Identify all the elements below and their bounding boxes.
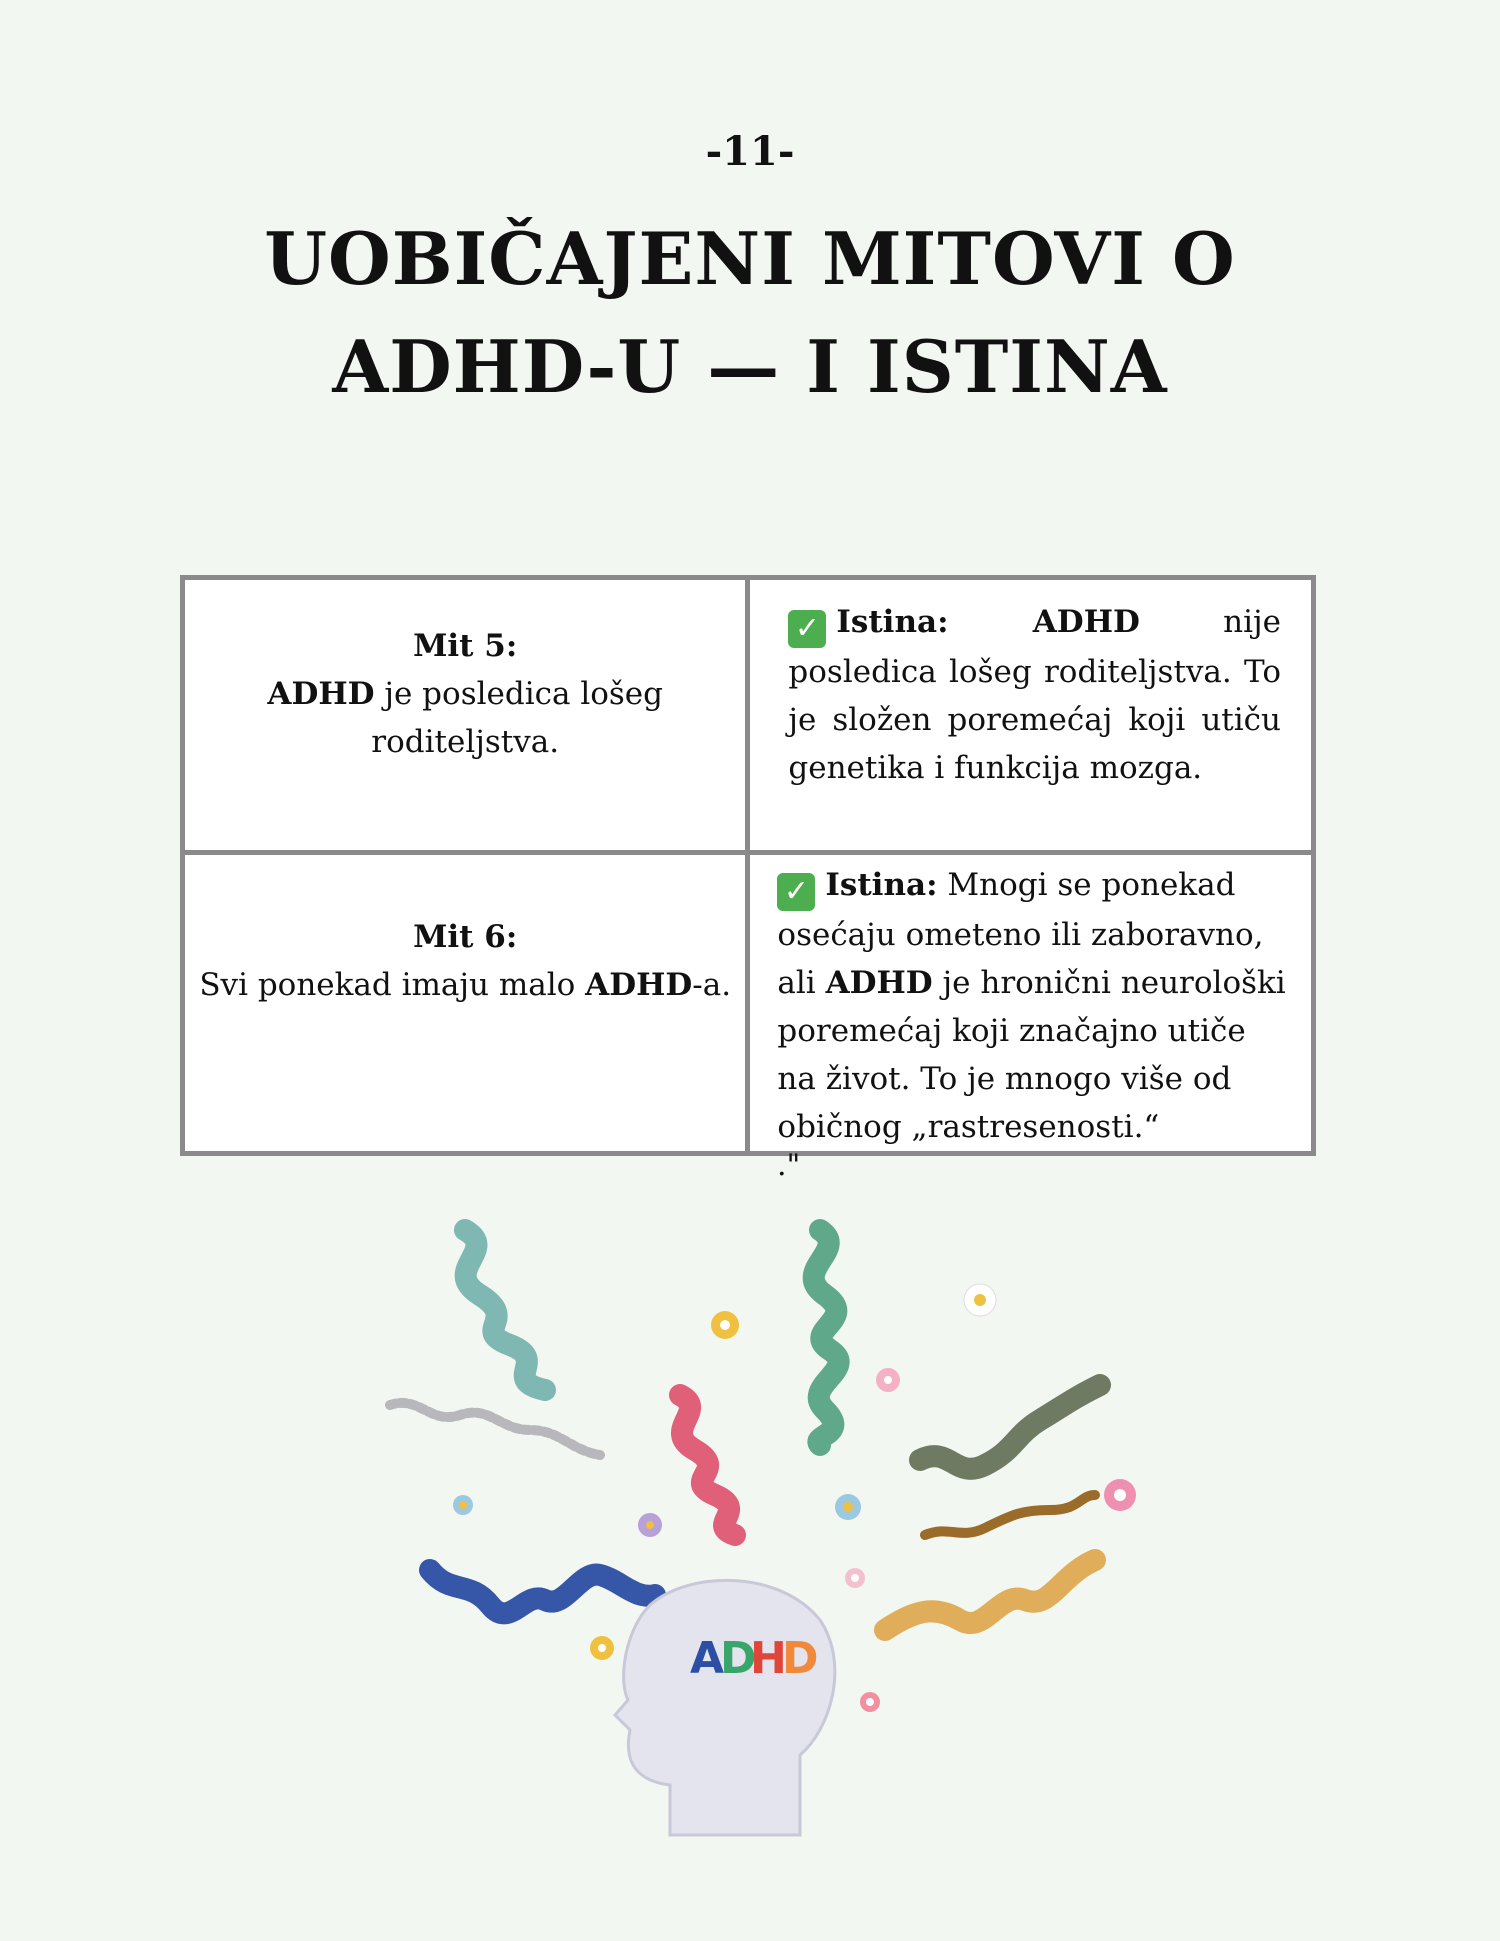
myth-label: Mit 5:: [413, 628, 518, 664]
brown-squiggle: [925, 1495, 1095, 1535]
teal-squiggle-left: [465, 1230, 545, 1390]
myth-text: je posledica lošeg roditeljstva.: [371, 676, 663, 760]
myths-table: [180, 575, 1316, 1156]
flower-icon: [590, 1636, 614, 1660]
flower-icon: [1104, 1479, 1136, 1511]
myth-bold-term: ADHD: [267, 676, 375, 712]
green-squiggle-center: [814, 1230, 839, 1445]
truth-cell: [748, 853, 1314, 1154]
truth-text-continued: je hronični neurološki poremećaj koji značajno utiče na život. To je mnogo više od običnog „rastresenosti.“: [777, 965, 1286, 1145]
truth-text: nije posledica lošeg roditeljstva. To je složen poremećaj koji utiču genetika i funkcija mozga.: [788, 604, 1281, 786]
pink-squiggle: [680, 1395, 735, 1535]
olive-squiggle: [920, 1385, 1100, 1469]
truth-cell: [748, 578, 1314, 853]
table-row: [183, 578, 1314, 853]
flower-icon: [835, 1494, 861, 1520]
adhd-letter-a: A: [690, 1633, 725, 1684]
flower-icon: [860, 1692, 880, 1712]
myth-text: Svi ponekad imaju malo: [199, 967, 586, 1003]
yellow-squiggle: [885, 1560, 1095, 1630]
myth-label: Mit 6:: [413, 919, 518, 955]
check-mark-icon: ✓: [777, 873, 815, 911]
adhd-letter-d: D: [720, 1633, 757, 1684]
check-mark-icon: ✓: [788, 610, 826, 648]
myth-bold-term: ADHD: [585, 967, 693, 1003]
flower-icon: [876, 1368, 900, 1392]
flower-icon: [964, 1284, 996, 1316]
table-row: [183, 853, 1314, 1154]
adhd-head-illustration-icon: [360, 1210, 1160, 1850]
flower-icon: [845, 1568, 865, 1588]
truth-label: Istina:: [836, 604, 949, 640]
flower-icon: [453, 1495, 473, 1515]
flower-icon: [711, 1311, 739, 1339]
title-line-2: ADHD-U — I ISTINA: [332, 324, 1168, 409]
truth-label: Istina:: [825, 867, 938, 903]
flower-icon: [638, 1513, 662, 1537]
myth-cell: [183, 578, 748, 853]
stray-quote-text: .": [777, 1148, 801, 1183]
silver-squiggle: [390, 1403, 600, 1455]
page-number: -11-: [705, 128, 795, 175]
title-line-1: UOBIČAJENI MITOVI O: [264, 216, 1236, 301]
truth-bold-term: ADHD: [948, 604, 1140, 640]
myth-cell: [183, 853, 748, 1154]
blue-squiggle: [430, 1570, 655, 1613]
page-title: [0, 205, 1500, 421]
head-silhouette: [615, 1580, 835, 1835]
adhd-letter-h: H: [750, 1633, 787, 1684]
truth-bold-term: ADHD: [825, 965, 933, 1001]
truth-text: Mnogi se ponekad osećaju ometeno ili zaboravno, ali: [777, 867, 1264, 1001]
adhd-letter-d2: D: [782, 1633, 819, 1684]
myth-text-suffix: -a.: [692, 967, 732, 1003]
